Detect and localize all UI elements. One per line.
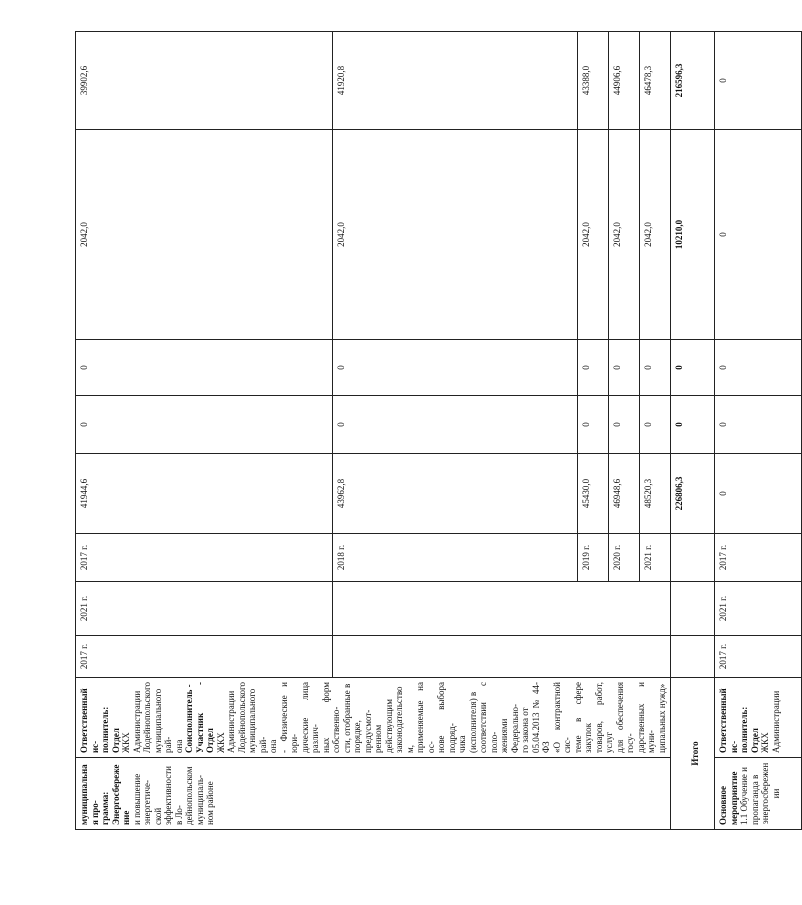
total-cell: 41944,6 (76, 454, 333, 534)
program-funding-table (75, 31, 802, 830)
total-cell: 43962,8 (333, 454, 578, 534)
total-cell: 0 (715, 454, 802, 534)
regional-cell: 0 (640, 340, 671, 396)
program-name-cell (76, 758, 671, 830)
total-cell: 45430,0 (578, 454, 609, 534)
itogo-regional-cell: 0 (671, 340, 715, 396)
program-name-line: ской эффективности в Ло- (152, 766, 184, 825)
local-cell: 0 (715, 130, 802, 340)
executor-line: дарственных и муни- (635, 682, 656, 753)
executor-line: дические лица различ- (299, 682, 320, 753)
executor-line: сти, отобранные в (341, 683, 352, 753)
federal-cell: 0 (578, 396, 609, 454)
start-date-cell: 2017 г. (76, 636, 333, 678)
local-cell: 2042,0 (76, 130, 333, 340)
total-cell: 46948,6 (609, 454, 640, 534)
program-label: муниципальная про- (79, 764, 100, 825)
end-date-cell: 2021 г. (715, 582, 802, 636)
federal-cell: 0 (76, 396, 333, 454)
executor-line: Соисполнитель - (184, 684, 194, 753)
year-cell: 2017 г. (715, 534, 802, 582)
executor-line: Ответственный ис- (79, 688, 100, 753)
table-row-total (671, 32, 715, 830)
program-name-line: ном районе (205, 781, 215, 825)
executor-line: законодательством, (394, 686, 415, 753)
executor-line: порядке, предусмот- (352, 709, 373, 753)
other-cell: 0 (715, 32, 802, 130)
executor-line: полнитель: Отдел (739, 706, 760, 753)
executor-line: Лодейнопольского (142, 682, 152, 753)
other-cell: 41920,8 (333, 32, 578, 130)
empty-cell (671, 636, 715, 678)
executor-line: ренном действующим (373, 699, 394, 753)
executor-line: Лодейнопольского (236, 682, 247, 753)
other-cell: 44906,6 (609, 32, 640, 130)
executor-line: Участник - Отдел (194, 682, 215, 753)
activity-line: 1.1 Обучение и пропаганда в (739, 767, 760, 825)
year-cell: 2020 г. (609, 534, 640, 582)
executor-line: применяемые на ос- (415, 682, 436, 753)
local-cell: 2042,0 (578, 130, 609, 340)
executor-line: - Физические и юри- (278, 682, 299, 753)
activity-line: энергосбережении (760, 762, 781, 825)
empty-cell (671, 534, 715, 582)
executor-line: товаров, работ, услуг (593, 682, 614, 753)
itogo-federal-cell: 0 (671, 396, 715, 454)
other-cell: 46478,3 (640, 32, 671, 130)
table-row (76, 32, 333, 830)
program-name-line: дейнопольском муниципаль- (184, 766, 205, 825)
program-name-line: грамма: Энергосбережение (100, 764, 131, 825)
executor-line: 05.04.2013 № 44-ФЗ (530, 682, 551, 753)
rotated-table-wrapper (75, 32, 781, 830)
executor-line: го закона от (520, 707, 530, 753)
regional-cell: 0 (609, 340, 640, 396)
activity-executor-cell (715, 678, 802, 758)
regional-cell: 0 (578, 340, 609, 396)
federal-cell: 0 (640, 396, 671, 454)
itogo-other-cell: 216596,3 (671, 32, 715, 130)
federal-cell: 0 (609, 396, 640, 454)
federal-cell: 0 (715, 396, 802, 454)
program-name-line: и повышение энергетиче- (131, 773, 152, 825)
local-cell: 2042,0 (333, 130, 578, 340)
executor-line: муниципального рай- (247, 688, 268, 753)
executor-line: «О контрактной сис- (551, 682, 572, 753)
executor-line: ЖКХ Администрации (121, 690, 142, 753)
executors-cell (76, 678, 671, 758)
executor-line: муниципального рай- (152, 688, 173, 753)
empty-cell (671, 582, 715, 636)
year-cell: 2019 г. (578, 534, 609, 582)
executor-line: полнитель: Отдел (100, 706, 121, 753)
executor-line: чика (исполнителя) в (457, 691, 478, 753)
year-cell: 2017 г. (76, 534, 333, 582)
executor-line: теме в сфере закупок (572, 682, 593, 753)
other-cell: 39902,6 (76, 32, 333, 130)
empty-cell (333, 636, 671, 678)
total-cell: 48520,3 (640, 454, 671, 534)
empty-cell (333, 582, 671, 636)
end-date-cell: 2021 г. (76, 582, 333, 636)
executor-line: жениями Федерально- (499, 703, 520, 753)
year-cell: 2021 г. (640, 534, 671, 582)
executor-line: для обеспечения госу- (614, 682, 635, 753)
table-row (715, 32, 802, 830)
executor-line: соответствии с поло- (478, 682, 499, 753)
executor-line: нове выбора подряд- (436, 682, 457, 753)
activity-line: Основное мероприятие (718, 771, 739, 825)
executor-line: Ответственный ис- (718, 688, 739, 753)
executor-line: она (268, 739, 278, 753)
itogo-total-cell: 226806,3 (671, 454, 715, 534)
executor-line: ЖКХ Администрации (760, 690, 781, 753)
itogo-local-cell: 10210,0 (671, 130, 715, 340)
regional-cell: 0 (715, 340, 802, 396)
executor-line: ных форм собственно- (320, 682, 341, 753)
other-cell: 43388,0 (578, 32, 609, 130)
start-date-cell: 2017 г. (715, 636, 802, 678)
local-cell: 2042,0 (609, 130, 640, 340)
regional-cell: 0 (76, 340, 333, 396)
executor-line: она (173, 739, 184, 753)
activity-name-cell (715, 758, 802, 830)
regional-cell: 0 (333, 340, 578, 396)
itogo-label: Итого (671, 678, 715, 830)
executor-line: ЖКХ Администрации (215, 690, 236, 753)
year-cell: 2018 г. (333, 534, 578, 582)
executor-line: ципальных нужд» (656, 683, 667, 753)
local-cell: 2042,0 (640, 130, 671, 340)
federal-cell: 0 (333, 396, 578, 454)
